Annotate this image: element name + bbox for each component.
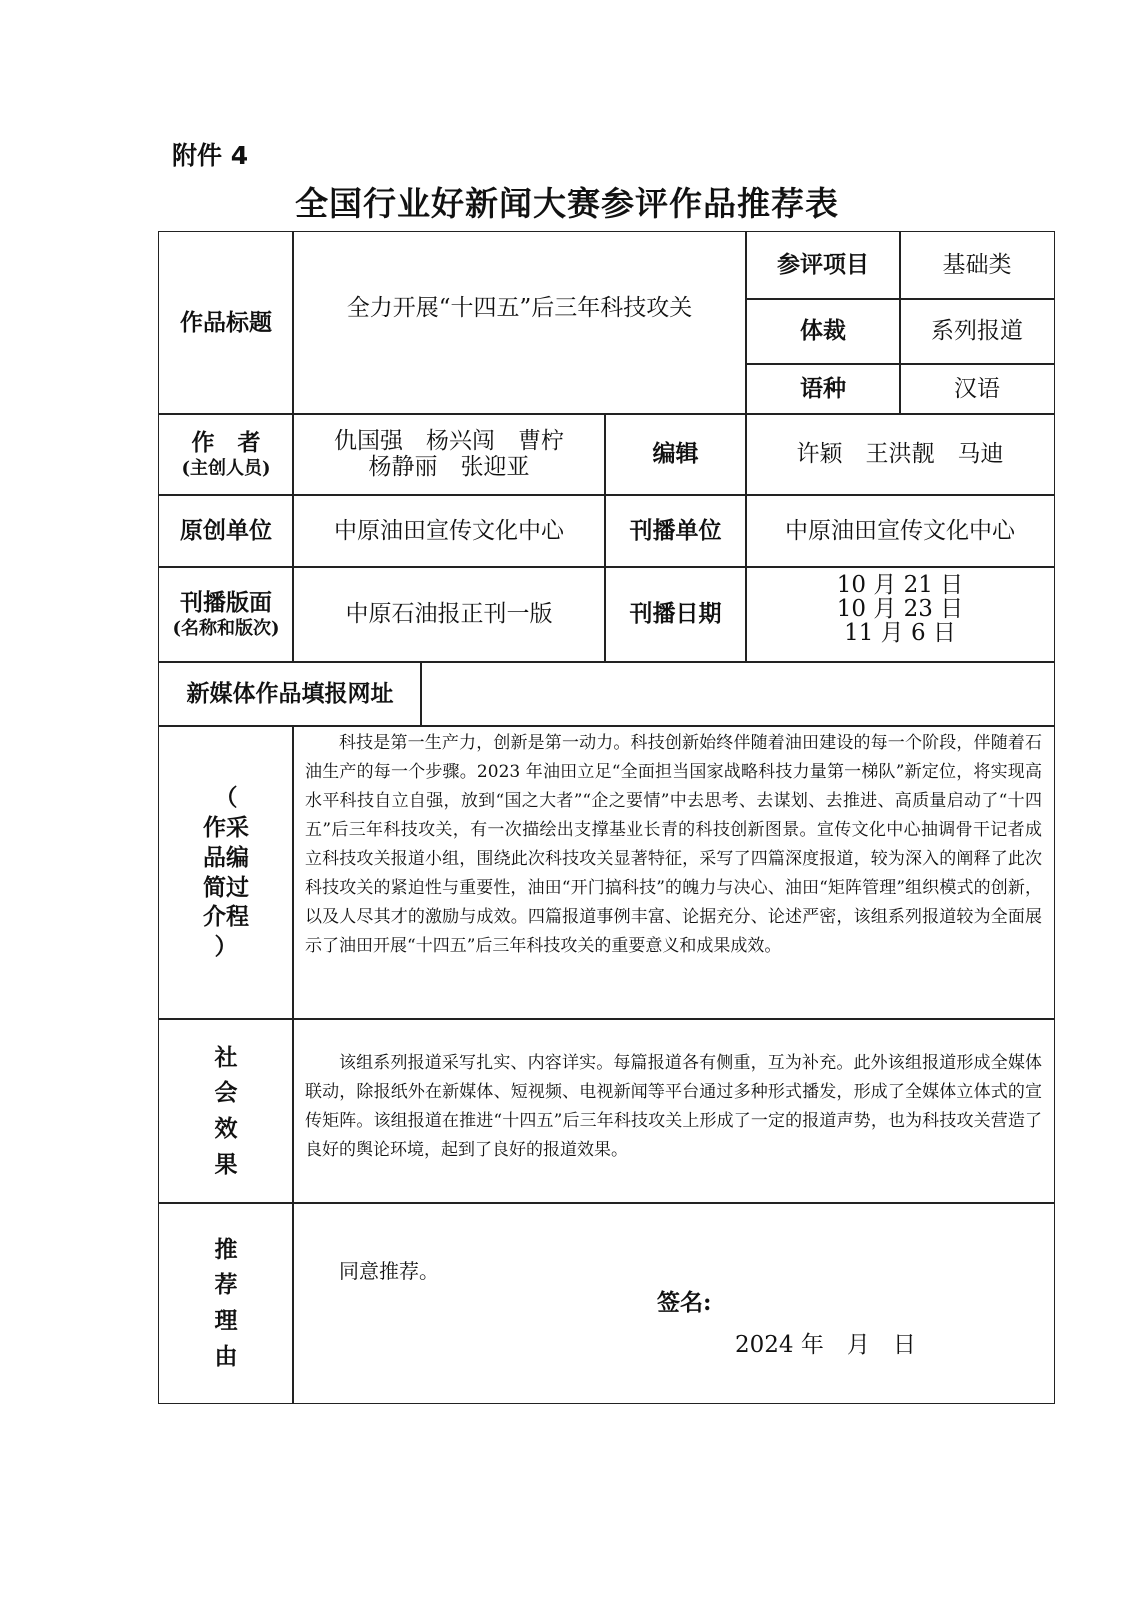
intro-label [158,725,294,1020]
date-2: 10 月 23 日 [836,596,964,623]
intro-label-char-2: 作采 [203,813,249,841]
intro-label-char-1: （ [214,783,238,811]
genre-label: 体裁 [745,298,901,365]
reason-label-char-4: 由 [214,1342,238,1370]
date-1: 10 月 21 日 [836,572,964,598]
genre-value: 系列报道 [899,298,1055,365]
url-label: 新媒体作品填报网址 [158,661,422,727]
editors-value: 许颖 王洪靓 马迪 [745,413,1055,496]
page-title: 全国行业好新闻大赛参评作品推荐表 [295,184,839,223]
reason-label-char-3: 理 [214,1307,238,1334]
attachment-label: 附件 4 [172,141,249,170]
authors-line-2: 杨静丽 张迎亚 [368,453,530,480]
editor-label: 编辑 [604,413,747,496]
work-title-value: 全力开展“十四五”后三年科技攻关 [292,231,747,415]
reason-label-char-1: 推 [214,1235,238,1263]
signature-label: 签名: [657,1289,712,1316]
language-value: 汉语 [899,363,1055,415]
intro-label-char-5: 介程 [203,903,249,931]
page-value: 中原石油报正刊一版 [292,566,606,663]
effect-label-char-4: 果 [214,1150,238,1178]
publish-unit-label: 刊播单位 [604,494,747,568]
category-label: 参评项目 [745,231,901,300]
reason-label-char-2: 荐 [214,1271,238,1299]
effect-label-char-1: 社 [214,1043,238,1071]
reason-box [292,1202,1055,1404]
authors-line-1: 仇国强 杨兴闯 曹柠 [334,428,564,455]
authors-value [292,413,606,496]
effect-label-char-3: 效 [214,1115,238,1142]
intro-label-char-6: ） [214,933,238,961]
page-label-main: 刊播版面 [180,588,272,616]
effect-text: 该组系列报道采写扎实、内容详实。每篇报道各有侧重，互为补充。此外该组报道形成全媒体联动，除报纸外在新媒体、短视频、电视新闻等平台通过多种形式播发，形成了全媒体立体式的宣传矩阵。该组报道在推进“十四五”后三年科技攻关上形成了一定的报道声势，也为科技攻关营造了良好的舆论环境，起到了良好的报道效果。 [292,1018,1055,1204]
dates-value [745,566,1055,663]
work-title-label: 作品标题 [158,231,294,415]
category-value: 基础类 [899,231,1055,300]
page-label [158,566,294,663]
date-3: 11 月 6 日 [844,620,956,647]
language-label: 语种 [745,363,901,415]
reason-label [158,1202,294,1404]
effect-label-char-2: 会 [214,1079,238,1107]
effect-label [158,1018,294,1204]
date-label: 刊播日期 [604,566,747,663]
origin-unit-value: 中原油田宣传文化中心 [292,494,606,568]
intro-text: 科技是第一生产力，创新是第一动力。科技创新始终伴随着油田建设的每一个阶段，伴随着石油生产的每一个步骤。2023 年油田立足“全面担当国家战略科技力量第一梯队”新定位，将实现高水平科技自立自强，放到“国之大者”“企之要情”中去思考、去谋划、去推进、高质量启动了“十四五”后三年科技攻关，有一次描绘出支撑基业长青的科技创新图景。宣传文化中心抽调骨干记者成立科技攻关报道小组，围绕此次科技攻关显著特征，采写了四篇深度报道，较为深入的阐释了此次科技攻关的紧迫性与重要性，油田“开门搞科技”的魄力与决心、油田“矩阵管理”组织模式的创新，以及人尽其才的激励与成效。四篇报道事例丰富、论据充分、论述严密，该组系列报道较为全面展示了油田开展“十四五”后三年科技攻关的重要意义和成果成效。 [292,725,1055,1020]
author-label [158,413,294,496]
url-value [420,661,1055,727]
publish-unit-value: 中原油田宣传文化中心 [745,494,1055,568]
origin-unit-label: 原创单位 [158,494,294,568]
reason-text: 同意推荐。 [339,1259,439,1283]
author-label-sub: (主创人员) [181,457,271,479]
intro-label-char-4: 简过 [203,873,249,901]
author-label-main: 作 者 [191,428,261,456]
intro-label-char-3: 品编 [203,843,249,871]
sign-date: 2024 年 月 日 [735,1332,916,1358]
page-label-sub: (名称和版次) [172,617,280,639]
